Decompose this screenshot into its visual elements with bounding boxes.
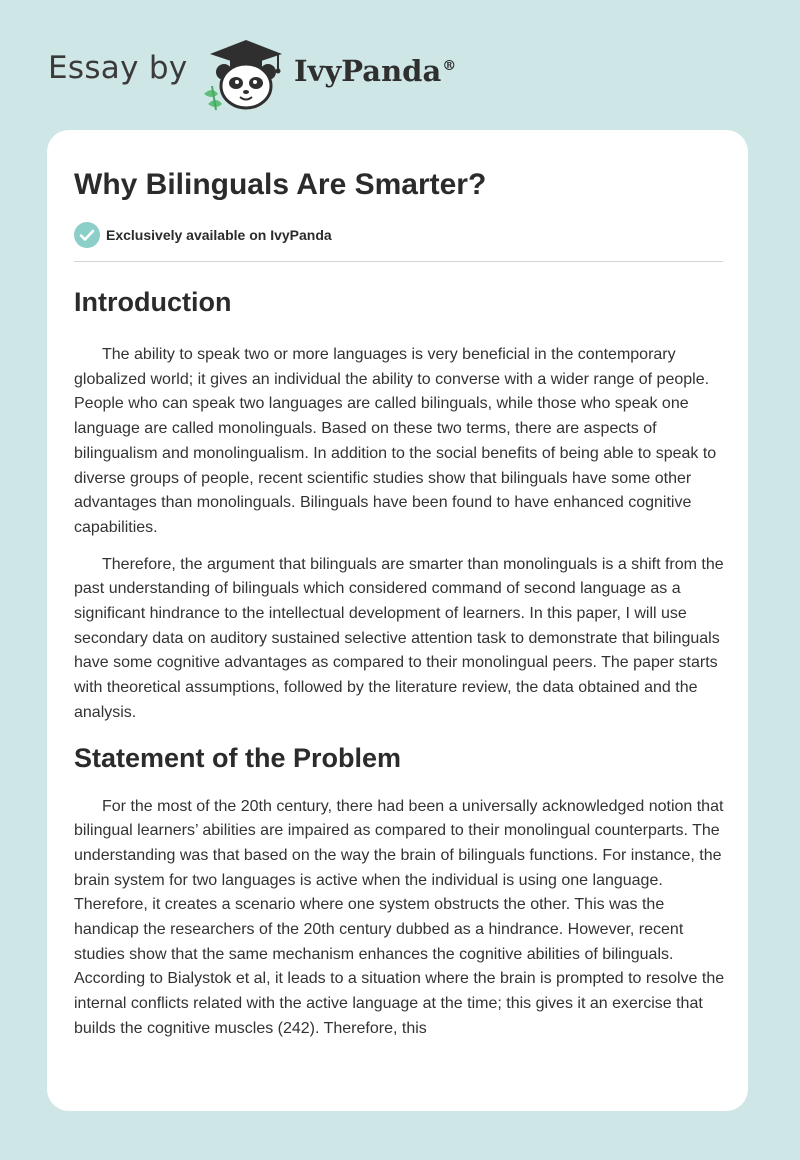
brand-name-text: IvyPanda <box>294 54 442 88</box>
brand-prefix: Essay by <box>48 50 188 86</box>
essay-content <box>74 284 726 1042</box>
paragraph: Therefore, the argument that bilinguals are smarter than monolinguals is a shift from the past understanding of bilinguals which considered command of second language as a significant hindrance to the intellectual development of learners. In this paper, I will use secondary data on auditory sustained selective attention task to demonstrate that bilinguals have some cognitive advantages as compared to their monolingual peers. The paper starts with theoretical assumptions, followed by the literature review, the data obtained and the analysis. <box>74 555 724 721</box>
section-heading-statement-of-problem: Statement of the Problem <box>74 742 402 773</box>
essay-card <box>47 130 748 1111</box>
brand-name[interactable] <box>294 54 456 88</box>
title-divider <box>74 261 723 262</box>
panda-graduate-icon[interactable] <box>200 34 292 112</box>
page-title: Why Bilinguals Are Smarter? <box>74 168 487 201</box>
section-heading-introduction: Introduction <box>74 287 232 317</box>
check-circle-icon <box>74 222 100 248</box>
site-header <box>0 0 800 130</box>
exclusive-label: Exclusively available on IvyPanda <box>106 227 332 243</box>
exclusive-badge <box>74 222 332 248</box>
registered-mark: ® <box>442 58 457 75</box>
paragraph: The ability to speak two or more languages is very beneficial in the contemporary globalized world; it gives an individual the ability to converse with a wider range of people. People who can speak two languages are called bilinguals, while those who speak one language are called monolinguals. Based on these two terms, there are aspects of bilingualism and monolingualism. In addition to the social benefits of being able to speak to diverse groups of people, recent scientific studies show that bilinguals have some other advantages than monolinguals. Bilinguals have been found to have enhanced cognitive capabilities. <box>74 346 717 536</box>
paragraph: For the most of the 20th century, there had been a universally acknowledged notion that bilingual learners’ abilities are impaired as compared to their monolingual counterparts. The understanding was that based on the way the brain of bilinguals functions. For instance, the brain system for two languages is active when the individual is using one language. Therefore, it creates a scenario where one system obstructs the other. This was the handicap the researchers of the 20th century dubbed as a hindrance. However, recent studies show that the same mechanism enhances the cognitive abilities of bilinguals. According to Bialystok et al, it leads to a situation where the brain is prompted to resolve the internal conflicts related with the active language at the time; this gives it an exercise that builds the cognitive muscles (242). Therefore, this <box>74 797 725 1037</box>
